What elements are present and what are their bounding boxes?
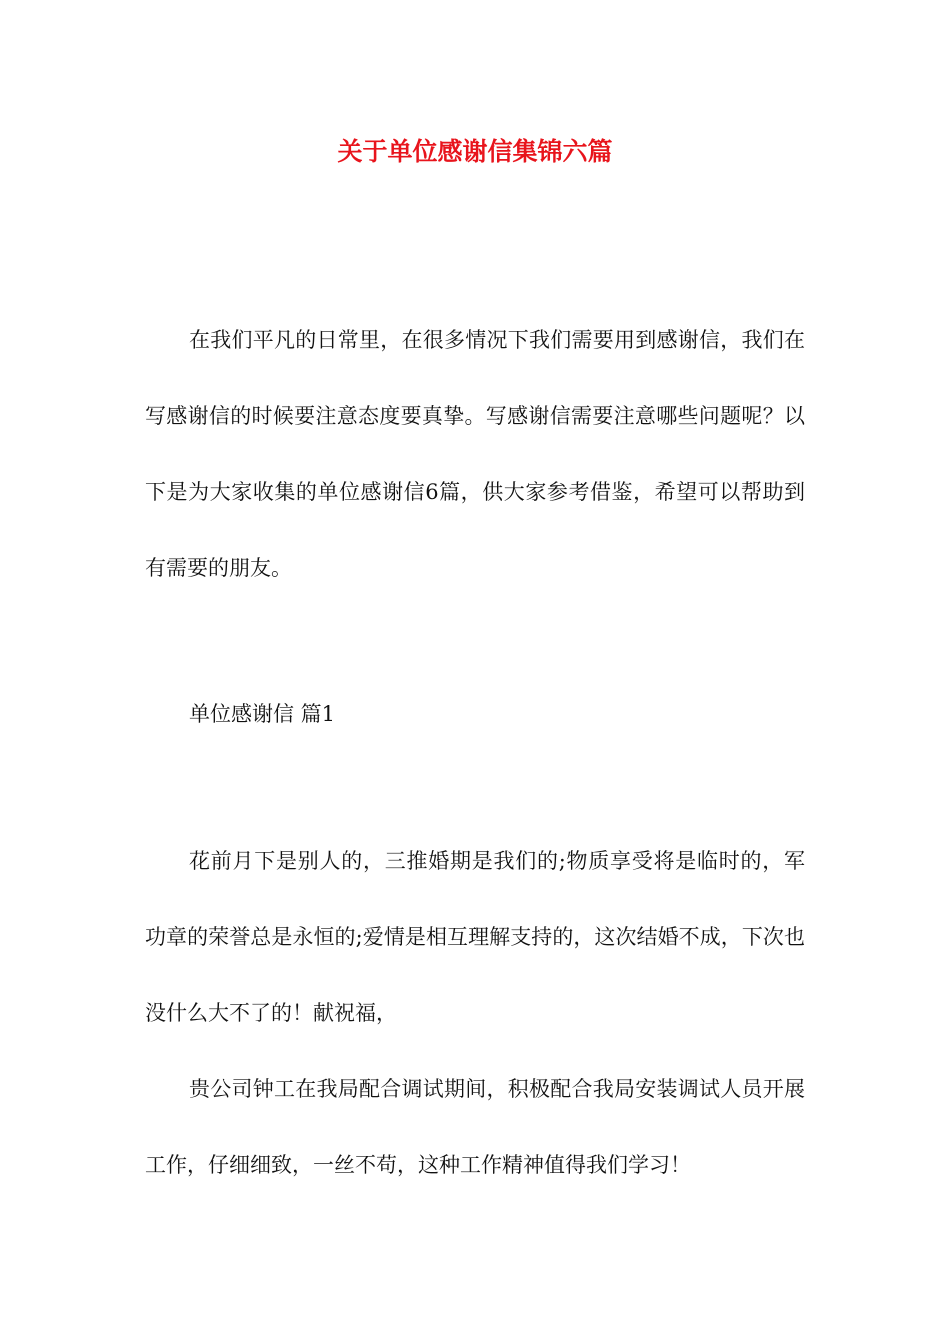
intro-paragraph: 在我们平凡的日常里，在很多情况下我们需要用到感谢信，我们在写感谢信的时候要注意态度要真挚。写感谢信需要注意哪些问题呢？以下是为大家收集的单位感谢信6篇，供大家参考借鉴，希望可以帮助到有需要的朋友。: [145, 328, 805, 580]
document-title: 关于单位感谢信集锦六篇: [337, 137, 613, 166]
section-paragraph: 花前月下是别人的，三推婚期是我们的;物质享受将是临时的，军功章的荣誉总是永恒的;爱情是相互理解支持的，这次结婚不成，下次也没什么大不了的！献祝福，: [145, 849, 805, 1025]
section-paragraph: 贵公司钟工在我局配合调试期间，积极配合我局安装调试人员开展工作，仔细细致，一丝不苟，这种工作精神值得我们学习！: [145, 1077, 805, 1177]
section-heading: 单位感谢信 篇1: [189, 702, 336, 726]
